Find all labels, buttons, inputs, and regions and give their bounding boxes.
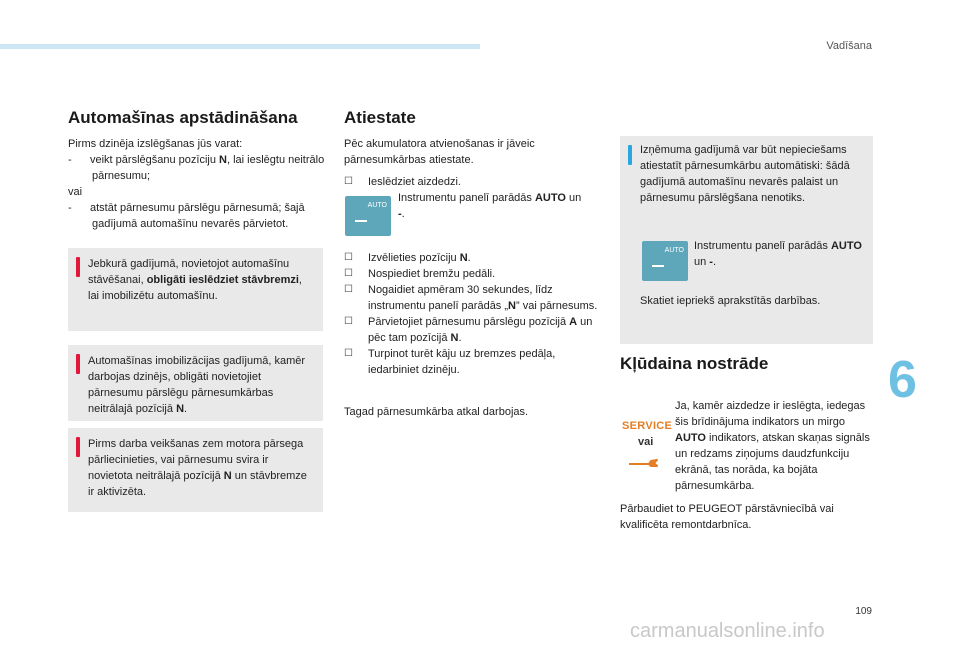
warning-icon	[76, 257, 80, 277]
info-box-auto-reset: Izņēmuma gadījumā var būt nepieciešams atiestatīt pārnesumkārbu automātiski: šādā gadījumā automašīnu nevarēs palaist un pārnesumu pārslēgšana nenotiks. AUTO Instrumentu panelī parādās AUTO un -. Skatiet iepriekš aprakstītās darbības.	[620, 136, 873, 344]
service-warning-icon: SERVICE	[622, 420, 673, 432]
warning-box-parking: Jebkurā gadījumā, novietojot automašīnu stāvēšanai, obligāti ieslēdziet stāvbremzi, lai imobilizētu automašīnu.	[68, 248, 323, 331]
col2-steps	[344, 250, 602, 378]
col2-panel-note: Instrumentu panelī parādās AUTO un -.	[398, 192, 582, 220]
checkbox-icon: ☐	[344, 348, 353, 359]
auto-indicator-icon: AUTO	[642, 241, 688, 281]
checkbox-icon: ☐	[344, 268, 353, 279]
col3-panel-note: Instrumentu panelī parādās AUTO un -.	[694, 240, 862, 268]
step-move-selector: ☐ Pārvietojiet pārnesumu pārslēgu pozīcijā A un pēc tam pozīcijā N.	[344, 316, 593, 344]
col1-text	[68, 136, 326, 232]
col2-intro-block	[344, 136, 599, 190]
warning-icon	[76, 354, 80, 374]
col3-see-above: Skatiet iepriekš aprakstītās darbības.	[640, 295, 821, 307]
watermark: carmanualsonline.info	[630, 620, 825, 642]
warning-box-bonnet: Pirms darba veikšanas zem motora pārsega pārliecinieties, vai pārnesumu svira ir novietota neitrālajā pozīcijā N un stāvbremze ir aktivizēta.	[68, 428, 323, 512]
col2-title: Atiestate	[344, 108, 416, 127]
col1-intro: Pirms dzinēja izslēgšanas jūs varat:	[68, 138, 243, 150]
checkbox-icon: ☐	[344, 176, 353, 187]
col1-item1: - veikt pārslēgšanu pozīciju N, lai ieslēgtu neitrālo pārnesumu;	[68, 154, 325, 182]
col1-title: Automašīnas apstādināšana	[68, 108, 298, 127]
col3-fault-text: Ja, kamēr aizdedze ir ieslēgta, iedegas šis brīdinājuma indikators un mirgo AUTO indikators, atskan skaņas signāls un redzams ziņojums daudzfunkciju ekrānā, tas norāda, ka bojāta pārnesumkārba.	[675, 400, 870, 492]
section-title: Vadīšana	[826, 40, 872, 52]
col3-title: Kļūdaina nostrāde	[620, 354, 769, 373]
header-bar	[0, 44, 480, 49]
or-label: vai	[638, 436, 654, 448]
auto-indicator-icon: AUTO	[345, 196, 391, 236]
step-ignition: ☐ Ieslēdziet aizdedzi.	[344, 176, 461, 188]
checkbox-icon: ☐	[344, 284, 353, 295]
warning-icon	[76, 437, 80, 457]
wrench-icon	[627, 455, 661, 471]
col1-or: vai	[68, 186, 83, 198]
col2-outro: Tagad pārnesumkārba atkal darbojas.	[344, 406, 529, 418]
col1-item2: - atstāt pārnesumu pārslēgu pārnesumā; šajā gadījumā automašīnu nevarēs pārvietot.	[68, 202, 305, 230]
step-select-n: ☐ Izvēlieties pozīciju N.	[344, 252, 471, 264]
step-wait: ☐ Nogaidiet apmēram 30 sekundes, līdz instrumentu panelī parādās „N” vai pārnesums.	[344, 284, 598, 312]
step-start-engine: ☐ Turpinot turēt kāju uz bremzes pedāļa, iedarbiniet dzinēju.	[344, 348, 556, 376]
col3-check-text: Pārbaudiet to PEUGEOT pārstāvniecībā vai kvalificēta remontdarbnīca.	[620, 503, 834, 531]
step-brake: ☐ Nospiediet bremžu pedāli.	[344, 268, 496, 280]
page-number: 109	[855, 606, 872, 617]
checkbox-icon: ☐	[344, 252, 353, 263]
chapter-number: 6	[888, 351, 917, 409]
checkbox-icon: ☐	[344, 316, 353, 327]
col2-intro: Pēc akumulatora atvienošanas ir jāveic pārnesumkārbas atiestate.	[344, 138, 535, 166]
warning-box-immobilisation: Automašīnas imobilizācijas gadījumā, kamēr darbojas dzinējs, obligāti novietojiet pārnesumu pārslēgu pārnesumkārbas neitrālajā pozīcijā N.	[68, 345, 323, 421]
info-icon	[628, 145, 632, 165]
